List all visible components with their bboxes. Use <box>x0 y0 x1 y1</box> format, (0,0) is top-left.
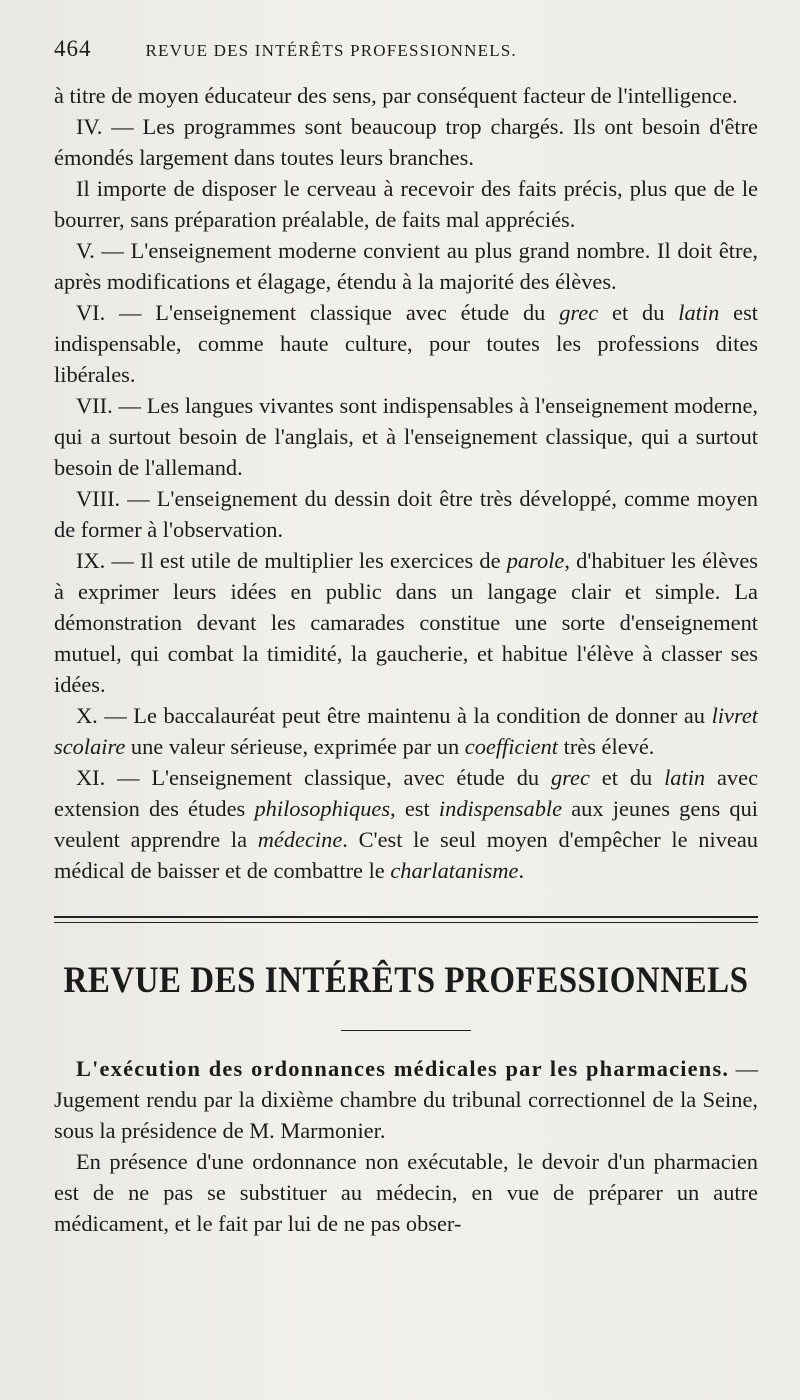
italic-term: latin <box>664 765 706 790</box>
paragraph-continuation: à titre de moyen éducateur des sens, par conséquent facteur de l'intelligence. <box>54 83 738 108</box>
paragraph-iv-note: Il importe de disposer le cerveau à recevoir des faits précis, plus que de le bourrer, sans préparation préalable, de faits mal appréciés. <box>54 176 758 232</box>
article-lead-paragraph <box>54 1053 758 1146</box>
paragraph-vii: VII. — Les langues vivantes sont indispensables à l'enseignement moderne, qui a surtout besoin de l'anglais, et à l'enseignement classique, qui a surtout besoin de l'allemand. <box>54 393 758 480</box>
text-run: XI. — L'enseignement classique, avec étude du <box>76 765 551 790</box>
article <box>54 1053 758 1239</box>
italic-term: parole <box>506 548 565 573</box>
running-head <box>54 36 758 80</box>
article-lead-rest: — Jugement rendu par la dixième chambre du tribunal correctionnel de la Seine, sous la présidence de M. Marmonier. <box>54 1056 758 1143</box>
section-divider <box>54 916 758 923</box>
text-run: , d'habituer les élèves à exprimer leurs idées en public dans un langage clair et simple. La démonstration devant les camarades constitue une sorte d'enseignement mutuel, qui combat la timidité, la gaucherie, et habitue l'élève à classer ses idées. <box>54 548 758 697</box>
italic-term: médecine <box>257 827 343 852</box>
running-title: REVUE DES INTÉRÊTS PROFESSIONNELS. <box>145 41 517 60</box>
text-run: et du <box>598 300 679 325</box>
text-run: une valeur sérieuse, exprimée par un <box>125 734 465 759</box>
text-run: , est <box>390 796 439 821</box>
italic-term: indispensable <box>438 796 563 821</box>
text-run: et du <box>589 765 665 790</box>
title-rule <box>341 1030 471 1031</box>
article-heading: L'exécution des ordonnances médicales par les pharmaciens. <box>76 1056 730 1081</box>
paragraph-xi <box>54 762 758 886</box>
italic-term: grec <box>559 300 599 325</box>
italic-term: coefficient <box>464 734 559 759</box>
text-run: avec extension des études <box>54 765 759 821</box>
italic-term: latin <box>678 300 720 325</box>
page-number: 464 <box>54 36 92 61</box>
italic-term: philosophiques <box>254 796 391 821</box>
italic-term: charlatanisme <box>390 858 519 883</box>
paragraph-viii: VIII. — L'enseignement du dessin doit être très développé, comme moyen de former à l'observation. <box>54 486 758 542</box>
text-run: très élevé. <box>558 734 655 759</box>
italic-term: grec <box>550 765 590 790</box>
paragraph-ix <box>54 545 758 700</box>
text-run: IX. — Il est utile de multiplier les exercices de <box>76 548 507 573</box>
text-run: VI. — L'enseignement classique avec étude du <box>76 300 560 325</box>
text-run: . C'est le seul moyen d'empêcher le niveau médical de baisser et de combattre le <box>54 827 758 883</box>
paragraph-vi <box>54 297 758 390</box>
body-text <box>54 80 758 886</box>
paragraph-v: V. — L'enseignement moderne convient au plus grand nombre. Il doit être, après modifications et élagage, étendu à la majorité des élèves. <box>54 238 758 294</box>
paragraph-x <box>54 700 758 762</box>
text-run: est indispensable, comme haute culture, pour toutes les professions dites libérales. <box>54 300 759 387</box>
text-run: X. — Le baccalauréat peut être maintenu à la condition de donner au <box>76 703 712 728</box>
section-title: REVUE DES INTÉRÊTS PROFESSIONNELS <box>63 960 749 1002</box>
text-run: aux jeunes gens qui veulent apprendre la <box>54 796 759 852</box>
text-run: . <box>518 858 525 883</box>
paragraph-iv: IV. — Les programmes sont beaucoup trop chargés. Ils ont besoin d'être émondés largement dans toutes leurs branches. <box>54 114 758 170</box>
italic-term: livret scolaire <box>54 703 758 759</box>
article-paragraph: En présence d'une ordonnance non exécutable, le devoir d'un pharmacien est de ne pas se substituer au médecin, en vue de préparer un autre médicament, et le fait par lui de ne pas obser- <box>54 1149 758 1236</box>
